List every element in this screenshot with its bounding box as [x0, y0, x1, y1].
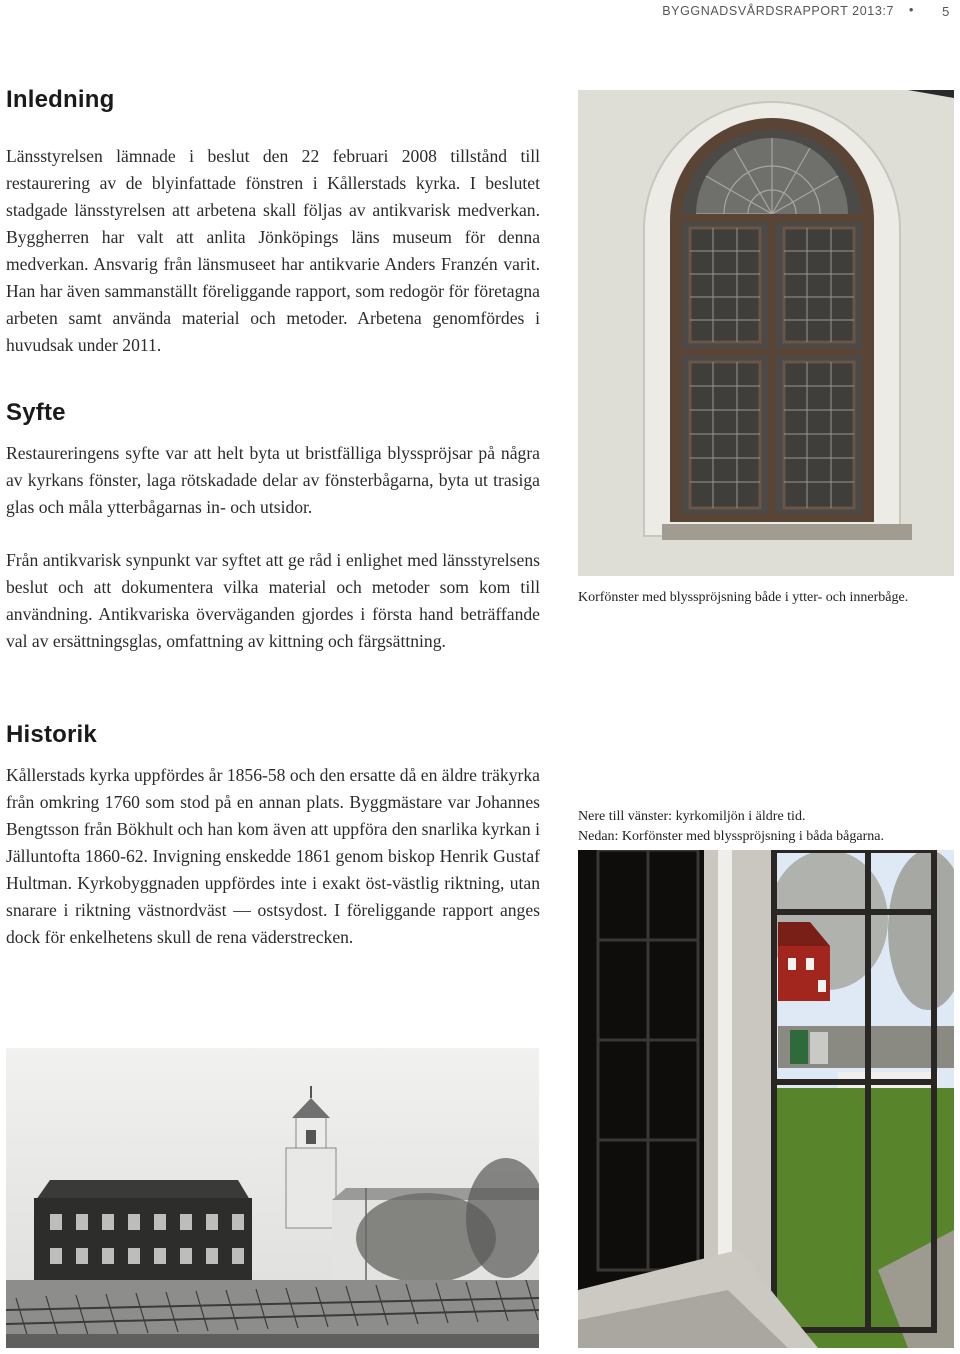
window-photo	[578, 90, 954, 576]
interior-window-photo	[578, 850, 954, 1348]
window-photo-caption: Korfönster med blysspröjsning både i ytter- och innerbåge.	[578, 590, 909, 605]
syfte-paragraph-2: Från antikvarisk synpunkt var syftet att ge råd i enlighet med länsstyrelsens beslut och att dokumentera vilka material och metoder som kom till användning. Antikvariska överväganden gjordes i första hand beträffande val av ersättningsglas, omfattning av kittning och färgsättning.	[6, 550, 540, 651]
lower-caption-right: Nedan: Korfönster med blysspröjsning i båda bågarna.	[578, 829, 884, 844]
page-number: 5	[942, 4, 950, 19]
report-title: BYGGNADSVÅRDSRAPPORT 2013:7	[662, 4, 894, 18]
running-header	[0, 0, 960, 22]
header-separator: •	[908, 2, 914, 17]
inledning-text: Länsstyrelsen lämnade i beslut den 22 februari 2008 tillstånd till restaurering av de blyinfattade fönstren i Kållerstads kyrka. I beslutet stadgade länsstyrelsen att arbetena skall följas av antikvarisk medverkan. Byggherren har valt att anlita Jönköpings läns museum för denna medverkan. Ansvarig från länsmuseet har antikvarie Anders Franzén varit. Han har även sammanställt föreliggande rapport, som redogör för företagna arbeten samt använda material och metoder. Arbetena genomfördes i huvudsak under 2011.	[6, 146, 540, 355]
heading-historik: Historik	[6, 721, 97, 748]
heading-inledning: Inledning	[6, 86, 115, 113]
historik-text: Kållerstads kyrka uppfördes år 1856-58 och den ersatte då en äldre träkyrka från omkring 1760 som stod på en annan plats. Byggmästare var Johannes Bengtsson från Bökhult och han kom även att uppföra den snarlika kyrkan i Jälluntofta 1860-62. Invigning enskedde 1861 genom biskop Henrik Gustaf Hultman. Kyrkobyggnaden uppfördes inte i exakt öst-västlig riktning, utan snarare i riktning västnordväst — ostsydost. I föreliggande rapport anges dock för enkelhetens skull de rena väderstrecken.	[6, 765, 540, 947]
heading-syfte: Syfte	[6, 399, 66, 426]
lower-caption-left: Nere till vänster: kyrkomiljön i äldre tid.	[578, 809, 806, 824]
syfte-paragraph-1: Restaureringens syfte var att helt byta ut bristfälliga blysspröjsar på några av kyrkans fönster, laga rötskadade delar av fönsterbågarna, byta ut trasiga glas och måla ytterbågarnas in- och utsidor.	[6, 443, 540, 517]
historic-church-photo	[6, 1048, 539, 1348]
